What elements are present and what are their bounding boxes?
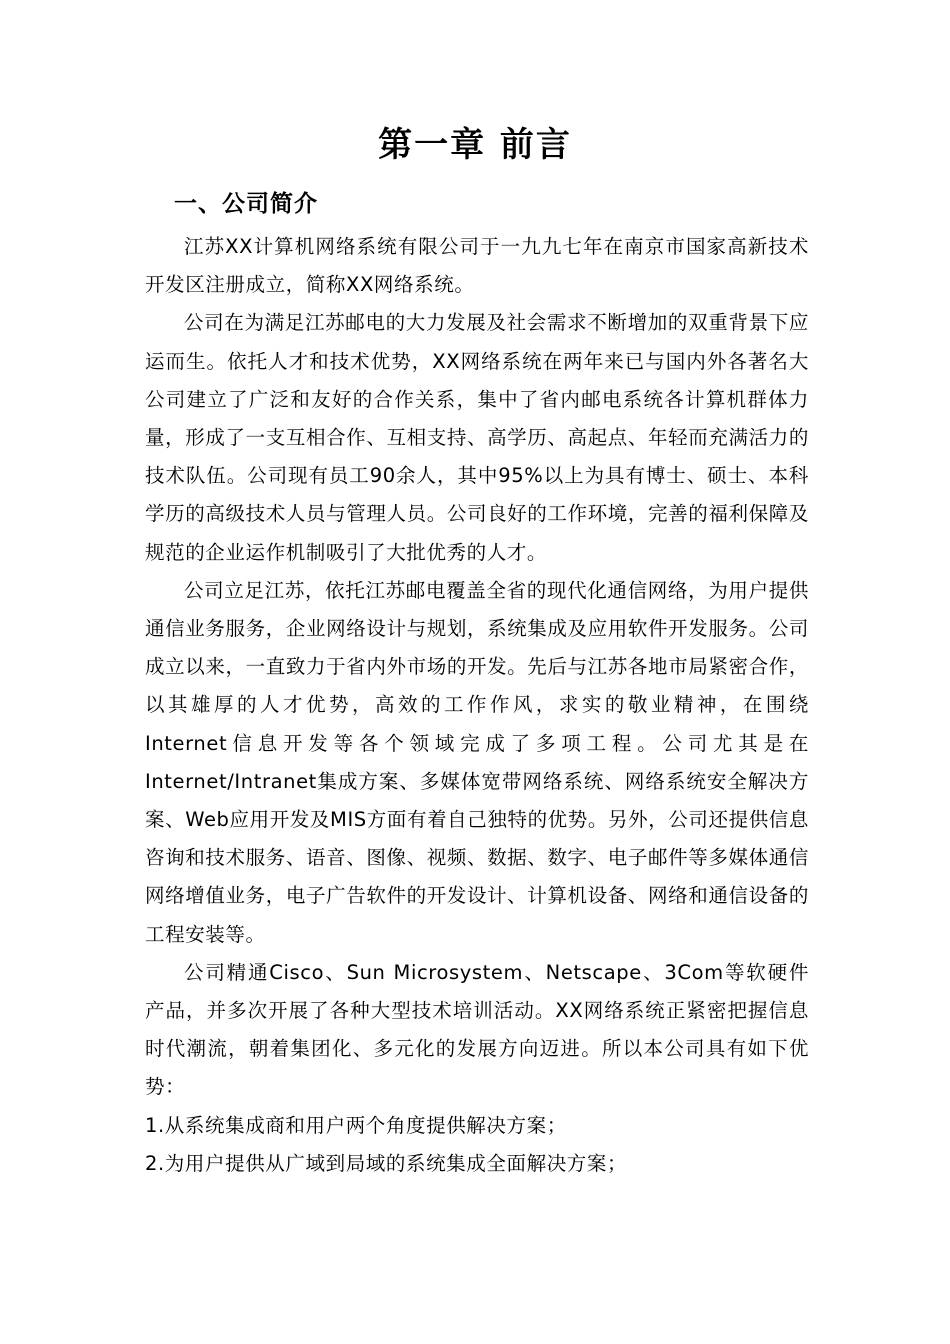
paragraph-company-products: 公司精通Cisco、Sun Microsystem、Netscape、3Com等软硬件产品，并多次开展了各种大型技术培训活动。XX网络系统正紧密把握信息时代潮流，朝着集团化、多元化的发展方向迈进。所以本公司具有如下优势： xyxy=(145,960,809,1099)
paragraph-company-services: 公司立足江苏，依托江苏邮电覆盖全省的现代化通信网络，为用户提供通信业务服务，企业网络设计与规划，系统集成及应用软件开发服务。公司成立以来，一直致力于省内外市场的开发。先后与江苏各地市局紧密合作，以其雄厚的人才优势，高效的工作作风，求实的敬业精神，在围绕Internet信息开发等各个领域完成了多项工程。公司尤其是在Internet/Intranet集成方案、多媒体宽带网络系统、网络系统安全解决方案、Web应用开发及MIS方面有着自己独特的优势。另外，公司还提供信息咨询和技术服务、语音、图像、视频、数据、数字、电子邮件等多媒体通信网络增值业务，电子广告软件的开发设计、计算机设备、网络和通信设备的工程安装等。 xyxy=(145,578,809,946)
paragraph-company-registration: 江苏XX计算机网络系统有限公司于一九九七年在南京市国家高新技术开发区注册成立，简称XX网络系统。 xyxy=(145,235,809,297)
chapter-title: 第一章 前言 xyxy=(378,125,572,165)
paragraph-company-background: 公司在为满足江苏邮电的大力发展及社会需求不断增加的双重背景下应运而生。依托人才和技术优势，XX网络系统在两年来已与国内外各著名大公司建立了广泛和友好的合作关系，集中了省内邮电系统各计算机群体力量，形成了一支互相合作、互相支持、高学历、高起点、年轻而充满活力的技术队伍。公司现有员工90余人，其中95%以上为具有博士、硕士、本科学历的高级技术人员与管理人员。公司良好的工作环境，完善的福利保障及规范的企业运作机制吸引了大批优秀的人才。 xyxy=(145,311,809,564)
document-body xyxy=(145,228,809,1183)
list-item: 1.从系统集成商和用户两个角度提供解决方案； xyxy=(145,1113,567,1137)
section-title: 一、公司简介 xyxy=(174,191,318,217)
list-item: 2.为用户提供从广域到局域的系统集成全面解决方案； xyxy=(145,1151,628,1175)
